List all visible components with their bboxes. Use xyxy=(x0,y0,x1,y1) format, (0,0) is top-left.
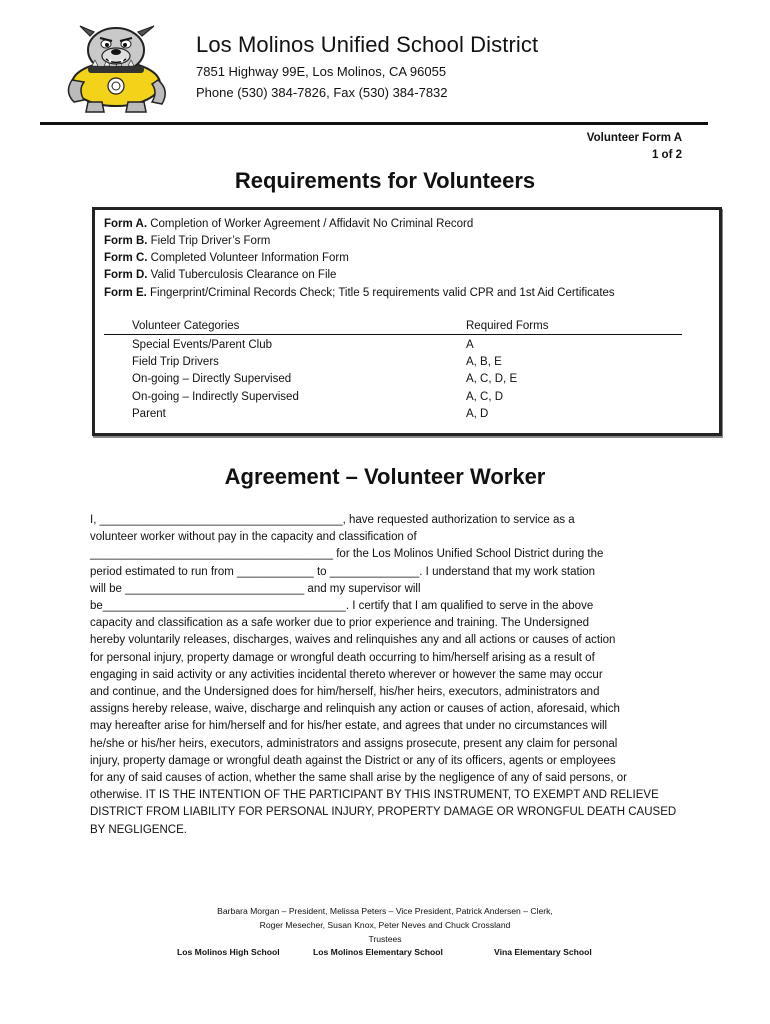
form-a-line: Form A. Completion of Worker Agreement / Affidavit No Criminal Record xyxy=(104,218,474,230)
agreement-line: volunteer worker without pay in the capacity and classification of xyxy=(90,531,417,544)
category-name: On-going – Indirectly Supervised xyxy=(132,391,299,403)
form-e-line: Form E. Fingerprint/Criminal Records Check; Title 5 requirements valid CPR and 1st Aid Certificates xyxy=(104,287,615,299)
trustees-line-2: Roger Mesecher, Susan Knox, Peter Neves and Chuck Crossland xyxy=(259,920,511,930)
forms-column-header: Required Forms xyxy=(466,320,549,332)
agreement-line: and continue, and the Undersigned does for him/herself, his/her heirs, executors, administrators and xyxy=(90,686,600,699)
agreement-line: hereby voluntarily releases, discharges, waives and relinquishes any and all actions or causes of action xyxy=(90,634,616,647)
trustees-line-1: Barbara Morgan – President, Melissa Peters – Vice President, Patrick Andersen – Clerk, xyxy=(217,906,553,916)
agreement-text xyxy=(90,512,677,839)
form-label: Volunteer Form A xyxy=(586,132,682,144)
agreement-line: be______________________________________. I certify that I am qualified to serve in the above xyxy=(90,600,594,613)
categories-header xyxy=(104,320,682,335)
category-forms: A, C, D, E xyxy=(466,373,518,385)
form-b-line: Form B. Field Trip Driver’s Form xyxy=(104,235,271,247)
form-c-line: Form C. Completed Volunteer Information Form xyxy=(104,252,349,264)
form-identifier xyxy=(587,130,682,164)
agreement-line: period estimated to run from ____________ to ______________. I understand that my work station xyxy=(90,565,596,578)
category-name: Special Events/Parent Club xyxy=(132,339,272,351)
school-vina: Vina Elementary School xyxy=(494,947,592,957)
agreement-line: otherwise. IT IS THE INTENTION OF THE PARTICIPANT BY THIS INSTRUMENT, TO EXEMPT AND RELIEVE xyxy=(90,789,659,802)
agreement-line: injury, property damage or wrongful death against the District or any of its officers, agents or employees xyxy=(90,754,616,767)
category-name: On-going – Directly Supervised xyxy=(132,373,292,385)
form-d-line: Form D. Valid Tuberculosis Clearance on File xyxy=(104,269,337,281)
agreement-line: he/she or his/her heirs, executors, administrators and assigns prosecute, present any claim for personal xyxy=(90,737,618,750)
page-number: 1 of 2 xyxy=(651,149,682,161)
bulldog-mascot-icon xyxy=(58,22,180,114)
header-divider xyxy=(40,122,708,125)
agreement-line: may hereafter arise for him/herself and for his/her estate, and agrees that under no circumstances will xyxy=(90,720,608,733)
agreement-line: will be ____________________________ and my supervisor will xyxy=(90,582,421,595)
category-forms: A, D xyxy=(466,408,489,420)
agreement-line: for personal injury, property damage or wrongful death occurring to him/herself arising as a result of xyxy=(90,651,595,664)
agreement-line: for any of said causes of action, whether the same shall arise by the negligence of any of said persons, or xyxy=(90,772,627,785)
agreement-title: Agreement – Volunteer Worker xyxy=(224,464,546,489)
category-forms: A xyxy=(466,339,474,351)
category-forms: A, B, E xyxy=(466,356,502,368)
agreement-line: capacity and classification as a safe worker due to prior experience and training. The Undersigned xyxy=(90,617,590,630)
district-phone: Phone (530) 384-7826, Fax (530) 384-7832 xyxy=(196,85,448,100)
category-forms: A, C, D xyxy=(466,391,504,403)
requirements-title: Requirements for Volunteers xyxy=(234,168,536,193)
agreement-line: I, ______________________________________, have requested authorization to service as a xyxy=(90,514,575,526)
agreement-line: DISTRICT FROM LIABILITY FOR PERSONAL INJURY, PROPERTY DAMAGE OR WRONGFUL DEATH CAUSED xyxy=(90,806,677,819)
district-address: 7851 Highway 99E, Los Molinos, CA 96055 xyxy=(196,64,447,79)
agreement-line: engaging in said activity or any activities incidental thereto wherever or however the same may occur xyxy=(90,668,603,681)
agreement-line: BY NEGLIGENCE. xyxy=(90,823,187,836)
district-name: Los Molinos Unified School District xyxy=(196,32,539,57)
category-name: Parent xyxy=(132,408,166,420)
school-elementary: Los Molinos Elementary School xyxy=(313,947,443,957)
agreement-line: assigns hereby release, waive, discharge and relinquish any action or causes of action, aforesaid, which xyxy=(90,703,620,716)
agreement-line: ______________________________________ for the Los Molinos Unified School District during the xyxy=(90,548,604,561)
school-high: Los Molinos High School xyxy=(177,947,280,957)
categories-column-header: Volunteer Categories xyxy=(132,320,240,332)
trustees-label: Trustees xyxy=(368,934,402,944)
category-name: Field Trip Drivers xyxy=(132,356,219,368)
